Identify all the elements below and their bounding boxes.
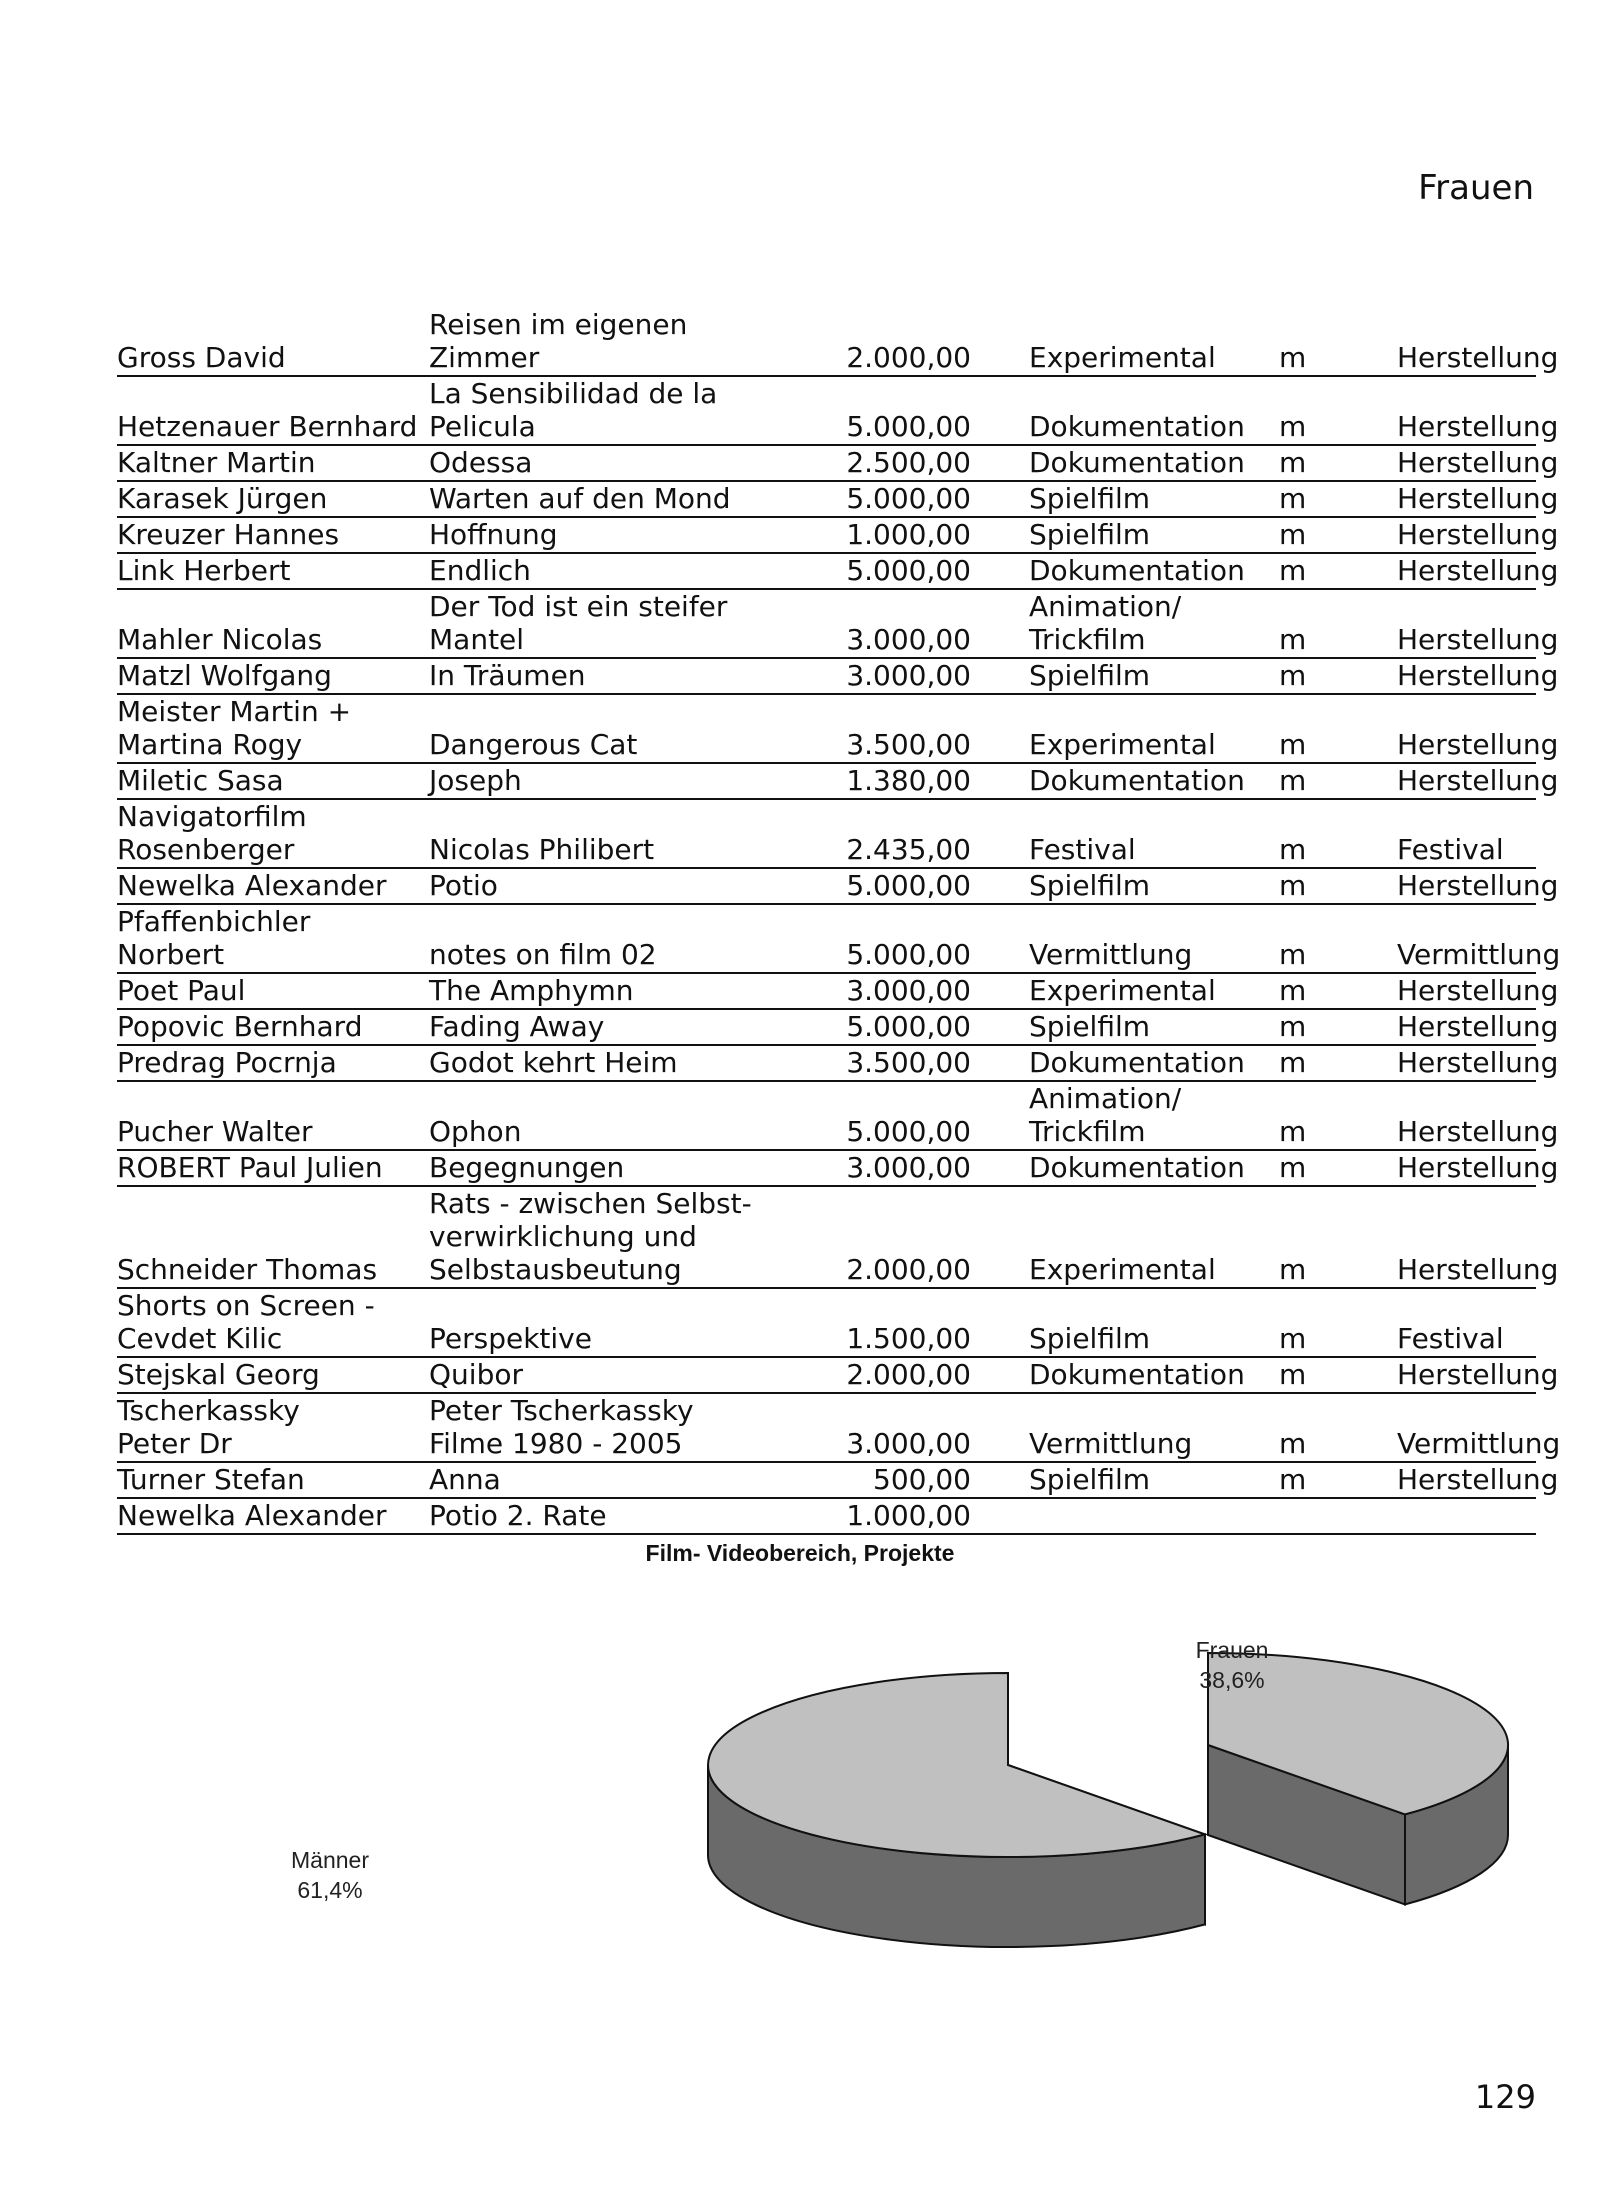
cell-type: Herstellung: [1397, 764, 1559, 797]
cell-amount: 2.000,00: [846, 1358, 971, 1391]
cell-name: Poet Paul: [117, 974, 246, 1007]
cell-type: Vermittlung: [1397, 1427, 1561, 1460]
slice-label-frauen: Frauen: [1195, 1637, 1269, 1663]
table-row: [117, 1462, 1536, 1498]
cell-name: Popovic Bernhard: [117, 1010, 363, 1043]
table-row: [117, 517, 1536, 553]
table-row: [117, 589, 1536, 658]
cell-gender: m: [1279, 1427, 1307, 1460]
cell-type: Herstellung: [1397, 869, 1559, 902]
cell-category: Spielfilm: [1029, 482, 1151, 515]
cell-category: Vermittlung: [1029, 1427, 1193, 1460]
cell-amount: 2.500,00: [846, 446, 971, 479]
cell-name: Meister Martin + Martina Rogy: [117, 695, 352, 761]
cell-amount: 1.000,00: [846, 1499, 971, 1532]
cell-project: Joseph: [429, 764, 522, 797]
cell-gender: m: [1279, 410, 1307, 443]
cell-name: Turner Stefan: [117, 1463, 305, 1496]
chart-title: Film- Videobereich, Projekte: [645, 1540, 955, 1566]
table-row: [117, 1186, 1536, 1288]
cell-name: Predrag Pocrnja: [117, 1046, 337, 1079]
cell-category: Dokumentation: [1029, 1046, 1245, 1079]
cell-project: Quibor: [429, 1358, 523, 1391]
cell-project: Perspektive: [429, 1322, 592, 1355]
table-row: [117, 1288, 1536, 1357]
cell-category: Dokumentation: [1029, 554, 1245, 587]
cell-name: Schneider Thomas: [117, 1253, 378, 1286]
cell-gender: m: [1279, 1253, 1307, 1286]
cell-name: ROBERT Paul Julien: [117, 1151, 383, 1184]
pie-slices: [708, 1653, 1508, 1947]
cell-project: Der Tod ist ein steifer Mantel: [429, 590, 728, 656]
cell-amount: 3.000,00: [846, 623, 971, 656]
cell-amount: 5.000,00: [846, 1010, 971, 1043]
cell-gender: m: [1279, 1010, 1307, 1043]
cell-type: Herstellung: [1397, 1253, 1559, 1286]
cell-type: [1397, 1498, 1536, 1534]
cell-category: Spielfilm: [1029, 518, 1151, 551]
cell-type: Herstellung: [1397, 341, 1559, 374]
cell-type: Herstellung: [1397, 482, 1559, 515]
cell-name: Pfaffenbichler Norbert: [117, 905, 311, 971]
cell-gender: m: [1279, 869, 1307, 902]
cell-type: Festival: [1397, 1322, 1504, 1355]
table-row: [117, 1357, 1536, 1393]
cell-project: Hoffnung: [429, 518, 558, 551]
cell-category: Animation/ Trickfilm: [1029, 1082, 1182, 1148]
cell-name: Miletic Sasa: [117, 764, 284, 797]
cell-project: Odessa: [429, 446, 533, 479]
cell-category: Experimental: [1029, 728, 1216, 761]
cell-name: Navigatorfilm Rosenberger: [117, 800, 307, 866]
cell-type: Festival: [1397, 833, 1504, 866]
cell-type: Herstellung: [1397, 728, 1559, 761]
cell-type: Herstellung: [1397, 554, 1559, 587]
cell-category: Dokumentation: [1029, 446, 1245, 479]
table-row: [117, 1393, 1536, 1462]
cell-gender: m: [1279, 728, 1307, 761]
table-row: [117, 973, 1536, 1009]
cell-type: Herstellung: [1397, 1358, 1559, 1391]
table-row: [117, 904, 1536, 973]
cell-project: notes on film 02: [429, 938, 657, 971]
cell-type: Vermittlung: [1397, 938, 1561, 971]
cell-amount: 2.000,00: [846, 341, 971, 374]
cell-amount: 3.000,00: [846, 974, 971, 1007]
table-row: [117, 1081, 1536, 1150]
cell-gender: m: [1279, 446, 1307, 479]
cell-amount: 1.500,00: [846, 1322, 971, 1355]
table-row: [117, 658, 1536, 694]
cell-amount: 3.000,00: [846, 1151, 971, 1184]
slice-label-maenner: Männer: [291, 1847, 369, 1873]
section-title: Frauen: [1418, 168, 1534, 208]
cell-gender: m: [1279, 1322, 1307, 1355]
cell-amount: 2.435,00: [846, 833, 971, 866]
cell-name: Newelka Alexander: [117, 1499, 387, 1532]
cell-gender: m: [1279, 1358, 1307, 1391]
pie-chart: [0, 1600, 1600, 1990]
table-row: [117, 868, 1536, 904]
cell-name: Kreuzer Hannes: [117, 518, 340, 551]
cell-project: Rats - zwischen Selbst- verwirklichung und Selbstausbeutung: [429, 1187, 752, 1286]
cell-name: Shorts on Screen - Cevdet Kilic: [117, 1289, 375, 1355]
table-row: [117, 799, 1536, 868]
cell-category: Animation/ Trickfilm: [1029, 590, 1182, 656]
cell-category: Dokumentation: [1029, 1358, 1245, 1391]
table-row: [117, 763, 1536, 799]
cell-amount: 3.500,00: [846, 728, 971, 761]
cell-category: Spielfilm: [1029, 1463, 1151, 1496]
cell-name: Matzl Wolfgang: [117, 659, 332, 692]
cell-name: Stejskal Georg: [117, 1358, 320, 1391]
cell-project: Fading Away: [429, 1010, 605, 1043]
cell-project: Potio 2. Rate: [429, 1499, 607, 1532]
cell-amount: 1.000,00: [846, 518, 971, 551]
cell-category: Vermittlung: [1029, 938, 1193, 971]
cell-name: Pucher Walter: [117, 1115, 313, 1148]
cell-type: Herstellung: [1397, 1115, 1559, 1148]
cell-project: Anna: [429, 1463, 501, 1496]
cell-gender: m: [1279, 518, 1307, 551]
cell-gender: m: [1279, 1046, 1307, 1079]
cell-gender: m: [1279, 1463, 1307, 1496]
cell-amount: 5.000,00: [846, 1115, 971, 1148]
cell-category: Festival: [1029, 833, 1136, 866]
cell-type: Herstellung: [1397, 623, 1559, 656]
table-row: [117, 1009, 1536, 1045]
cell-name: Link Herbert: [117, 554, 291, 587]
cell-gender: m: [1279, 1151, 1307, 1184]
cell-gender: m: [1279, 974, 1307, 1007]
cell-project: Warten auf den Mond: [429, 482, 731, 515]
cell-gender: m: [1279, 482, 1307, 515]
cell-amount: 5.000,00: [846, 554, 971, 587]
cell-category: Spielfilm: [1029, 1010, 1151, 1043]
cell-type: Herstellung: [1397, 974, 1559, 1007]
table-row: [117, 308, 1536, 376]
table-row: [117, 1498, 1536, 1534]
cell-project: Godot kehrt Heim: [429, 1046, 678, 1079]
cell-amount: 2.000,00: [846, 1253, 971, 1286]
table-row: [117, 445, 1536, 481]
cell-project: The Amphymn: [429, 974, 634, 1007]
table-row: [117, 481, 1536, 517]
cell-gender: [1277, 1498, 1397, 1534]
cell-name: Mahler Nicolas: [117, 623, 323, 656]
cell-name: Kaltner Martin: [117, 446, 316, 479]
cell-gender: m: [1279, 659, 1307, 692]
cell-amount: 1.380,00: [846, 764, 971, 797]
cell-type: Herstellung: [1397, 1046, 1559, 1079]
cell-name: Hetzenauer Bernhard: [117, 410, 418, 443]
cell-type: Herstellung: [1397, 1151, 1559, 1184]
cell-project: In Träumen: [429, 659, 586, 692]
slice-value-frauen: 38,6%: [1199, 1667, 1265, 1693]
cell-type: Herstellung: [1397, 410, 1559, 443]
cell-amount: 3.500,00: [846, 1046, 971, 1079]
cell-amount: 5.000,00: [846, 938, 971, 971]
slice-value-maenner: 61,4%: [297, 1877, 363, 1903]
table-row: [117, 1045, 1536, 1081]
cell-category: [1029, 1498, 1277, 1534]
cell-amount: 3.000,00: [846, 1427, 971, 1460]
funding-table: [117, 308, 1561, 1535]
cell-category: Spielfilm: [1029, 659, 1151, 692]
cell-amount: 500,00: [873, 1463, 971, 1496]
cell-category: Experimental: [1029, 974, 1216, 1007]
cell-amount: 5.000,00: [846, 410, 971, 443]
cell-amount: 5.000,00: [846, 869, 971, 902]
cell-category: Experimental: [1029, 341, 1216, 374]
cell-amount: 5.000,00: [846, 482, 971, 515]
cell-name: Gross David: [117, 341, 286, 374]
table-row: [117, 376, 1536, 445]
table-row: [117, 694, 1536, 763]
cell-project: Reisen im eigenen Zimmer: [429, 308, 688, 374]
cell-project: La Sensibilidad de la Pelicula: [429, 377, 718, 443]
cell-project: Dangerous Cat: [429, 728, 638, 761]
cell-category: Spielfilm: [1029, 1322, 1151, 1355]
cell-gender: m: [1279, 833, 1307, 866]
page-number: 129: [1474, 2078, 1536, 2116]
cell-gender: m: [1279, 1115, 1307, 1148]
cell-gender: m: [1279, 554, 1307, 587]
cell-gender: m: [1279, 341, 1307, 374]
cell-name: Karasek Jürgen: [117, 482, 328, 515]
cell-project: Nicolas Philibert: [429, 833, 655, 866]
table-row: [117, 1150, 1536, 1186]
cell-category: Experimental: [1029, 1253, 1216, 1286]
cell-project: Peter Tscherkassky Filme 1980 - 2005: [429, 1394, 694, 1460]
cell-category: Dokumentation: [1029, 410, 1245, 443]
cell-project: Endlich: [429, 554, 531, 587]
cell-type: Herstellung: [1397, 659, 1559, 692]
cell-type: Herstellung: [1397, 518, 1559, 551]
cell-gender: m: [1279, 938, 1307, 971]
cell-category: Dokumentation: [1029, 1151, 1245, 1184]
cell-project: Begegnungen: [429, 1151, 625, 1184]
cell-type: Herstellung: [1397, 1010, 1559, 1043]
cell-gender: m: [1279, 764, 1307, 797]
cell-name: Tscherkassky Peter Dr: [117, 1394, 300, 1460]
cell-name: Newelka Alexander: [117, 869, 387, 902]
cell-category: Spielfilm: [1029, 869, 1151, 902]
cell-type: Herstellung: [1397, 1463, 1559, 1496]
cell-project: Potio: [429, 869, 498, 902]
cell-category: Dokumentation: [1029, 764, 1245, 797]
cell-gender: m: [1279, 623, 1307, 656]
cell-project: Ophon: [429, 1115, 522, 1148]
cell-type: Herstellung: [1397, 446, 1559, 479]
cell-amount: 3.000,00: [846, 659, 971, 692]
table-row: [117, 553, 1536, 589]
